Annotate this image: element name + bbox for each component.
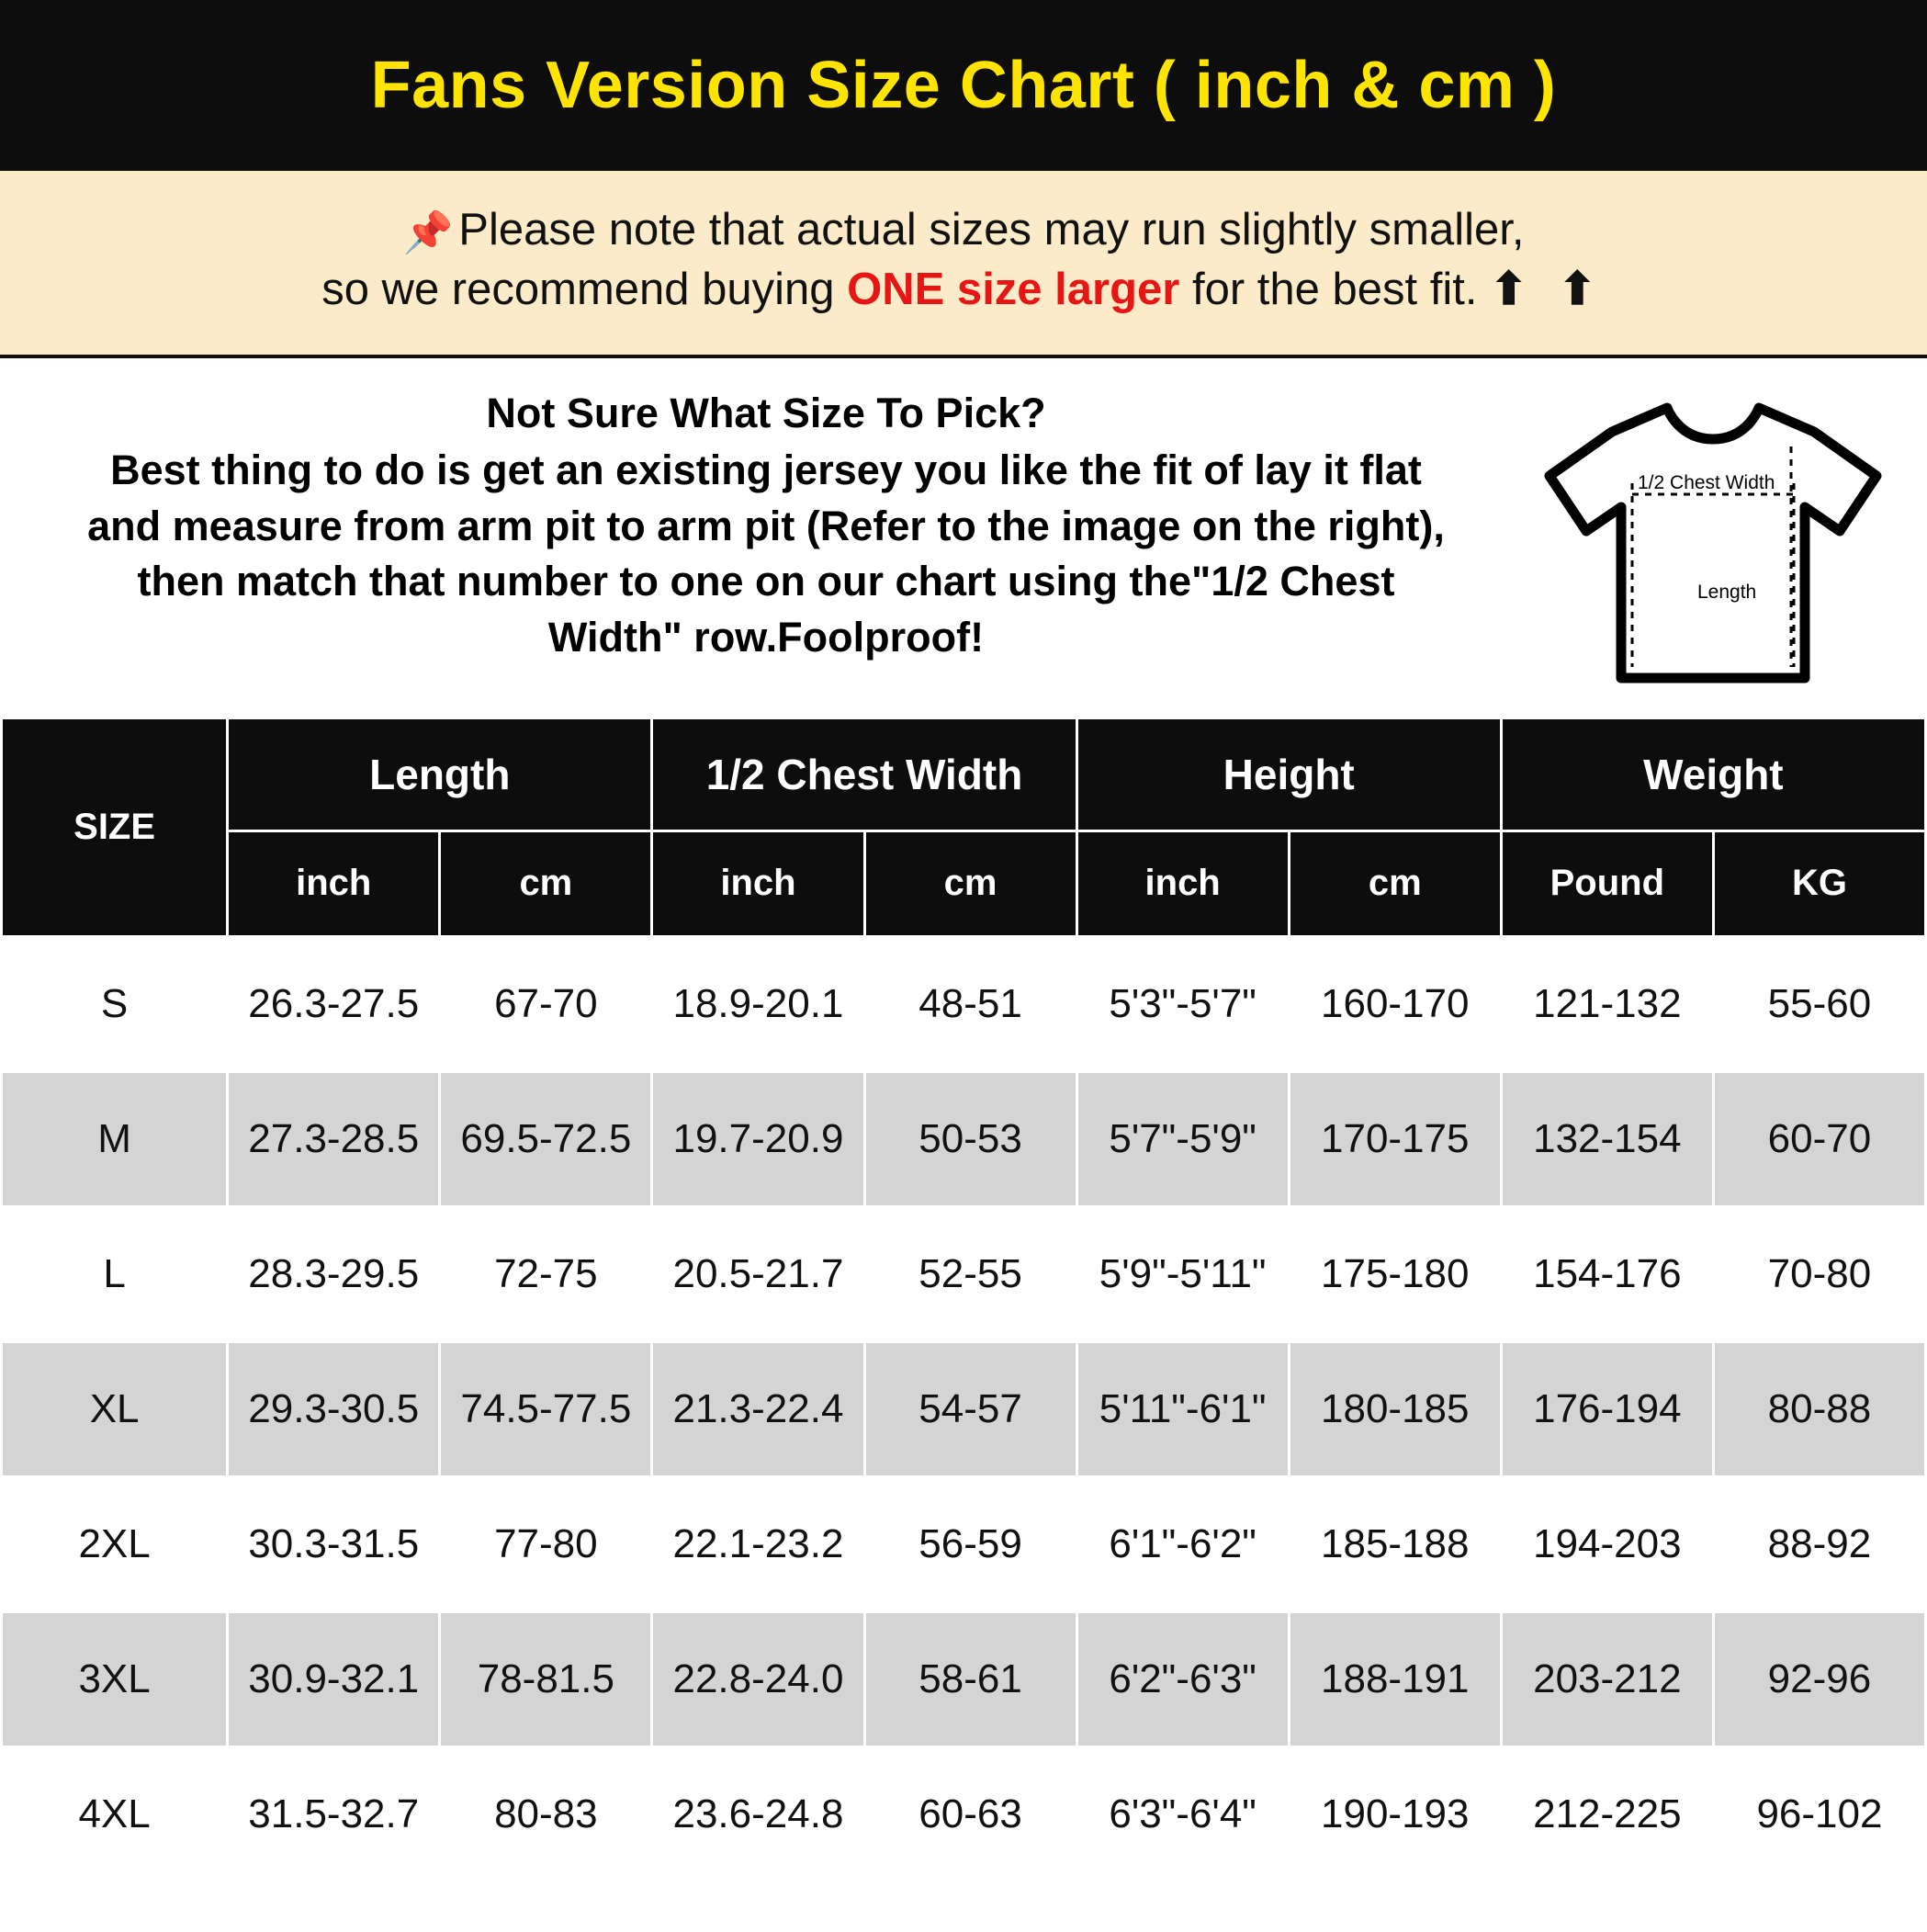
cell-height-cm: 190-193 xyxy=(1289,1746,1501,1881)
header-unit-chest-inch: inch xyxy=(652,830,864,936)
cell-length-inch: 31.5-32.7 xyxy=(228,1746,440,1881)
cell-height-inch: 5'11"-6'1" xyxy=(1076,1341,1289,1476)
cell-length-inch: 30.9-32.1 xyxy=(228,1611,440,1746)
cell-height-inch: 5'7"-5'9" xyxy=(1076,1071,1289,1206)
arrow-up-icon: ⬆ ⬆ xyxy=(1490,265,1606,315)
cell-height-inch: 6'1"-6'2" xyxy=(1076,1476,1289,1611)
table-row xyxy=(2,1206,1926,1341)
cell-length-inch: 27.3-28.5 xyxy=(228,1071,440,1206)
size-chart-table xyxy=(0,717,1927,1883)
cell-weight-kg: 96-102 xyxy=(1713,1746,1925,1881)
cell-height-cm: 185-188 xyxy=(1289,1476,1501,1611)
table-row xyxy=(2,1746,1926,1881)
advice-line-3: then match that number to one on our chart using the"1/2 Chest xyxy=(137,558,1395,605)
cell-weight-pound: 176-194 xyxy=(1501,1341,1713,1476)
header-size: SIZE xyxy=(2,717,228,936)
header-unit-length-inch: inch xyxy=(228,830,440,936)
cell-height-inch: 5'3"-5'7" xyxy=(1076,936,1289,1071)
cell-chest-cm: 56-59 xyxy=(864,1476,1076,1611)
cell-chest-cm: 52-55 xyxy=(864,1206,1076,1341)
advice-text-block xyxy=(17,382,1516,666)
cell-size: S xyxy=(2,936,228,1071)
table-row xyxy=(2,1476,1926,1611)
cell-size: L xyxy=(2,1206,228,1341)
note-highlight: ONE size larger xyxy=(847,265,1180,315)
note-text-2b: for the best fit. xyxy=(1179,265,1491,315)
cell-size: 3XL xyxy=(2,1611,228,1746)
cell-size: 2XL xyxy=(2,1476,228,1611)
cell-height-inch: 6'3"-6'4" xyxy=(1076,1746,1289,1881)
cell-weight-kg: 55-60 xyxy=(1713,936,1925,1071)
table-body xyxy=(2,936,1926,1881)
cell-height-cm: 175-180 xyxy=(1289,1206,1501,1341)
cell-chest-inch: 20.5-21.7 xyxy=(652,1206,864,1341)
cell-length-cm: 72-75 xyxy=(440,1206,652,1341)
cell-length-inch: 26.3-27.5 xyxy=(228,936,440,1071)
cell-length-inch: 29.3-30.5 xyxy=(228,1341,440,1476)
cell-weight-kg: 70-80 xyxy=(1713,1206,1925,1341)
cell-weight-pound: 212-225 xyxy=(1501,1746,1713,1881)
table-row xyxy=(2,1341,1926,1476)
cell-height-cm: 170-175 xyxy=(1289,1071,1501,1206)
cell-chest-cm: 58-61 xyxy=(864,1611,1076,1746)
header-unit-length-cm: cm xyxy=(440,830,652,936)
cell-chest-cm: 60-63 xyxy=(864,1746,1076,1881)
header-group-length: Length xyxy=(228,717,652,830)
cell-height-cm: 180-185 xyxy=(1289,1341,1501,1476)
cell-weight-pound: 132-154 xyxy=(1501,1071,1713,1206)
table-row xyxy=(2,1611,1926,1746)
note-text-1: Please note that actual sizes may run slightly smaller, xyxy=(458,205,1525,254)
header-unit-weight-kg: KG xyxy=(1713,830,1925,936)
cell-weight-pound: 154-176 xyxy=(1501,1206,1713,1341)
cell-weight-kg: 80-88 xyxy=(1713,1341,1925,1476)
cell-chest-cm: 54-57 xyxy=(864,1341,1076,1476)
cell-chest-inch: 18.9-20.1 xyxy=(652,936,864,1071)
tshirt-icon xyxy=(1529,391,1897,695)
cell-weight-pound: 194-203 xyxy=(1501,1476,1713,1611)
chart-header xyxy=(0,0,1927,171)
cell-chest-inch: 21.3-22.4 xyxy=(652,1341,864,1476)
header-group-weight: Weight xyxy=(1501,717,1925,830)
cell-weight-pound: 121-132 xyxy=(1501,936,1713,1071)
cell-size: M xyxy=(2,1071,228,1206)
cell-length-cm: 67-70 xyxy=(440,936,652,1071)
cell-chest-inch: 23.6-24.8 xyxy=(652,1746,864,1881)
advice-line-1: Best thing to do is get an existing jersey you like the fit of lay it flat xyxy=(110,446,1422,493)
header-unit-chest-cm: cm xyxy=(864,830,1076,936)
page-title: Fans Version Size Chart ( inch & cm ) xyxy=(370,49,1557,122)
cell-chest-cm: 48-51 xyxy=(864,936,1076,1071)
cell-weight-kg: 60-70 xyxy=(1713,1071,1925,1206)
cell-height-inch: 6'2"-6'3" xyxy=(1076,1611,1289,1746)
size-note-band xyxy=(0,171,1927,358)
note-line-1 xyxy=(37,200,1890,260)
unit-header-row xyxy=(2,830,1926,936)
cell-height-inch: 5'9"-5'11" xyxy=(1076,1206,1289,1341)
cell-weight-kg: 92-96 xyxy=(1713,1611,1925,1746)
chest-width-label: 1/2 Chest Width xyxy=(1638,471,1775,493)
header-unit-height-cm: cm xyxy=(1289,830,1501,936)
header-unit-height-inch: inch xyxy=(1076,830,1289,936)
tshirt-diagram xyxy=(1516,382,1910,695)
advice-section xyxy=(0,358,1927,717)
cell-weight-kg: 88-92 xyxy=(1713,1476,1925,1611)
cell-weight-pound: 203-212 xyxy=(1501,1611,1713,1746)
table-row xyxy=(2,936,1926,1071)
length-label: Length xyxy=(1697,581,1757,603)
cell-chest-inch: 22.1-23.2 xyxy=(652,1476,864,1611)
cell-chest-cm: 50-53 xyxy=(864,1071,1076,1206)
table-header xyxy=(2,717,1926,936)
cell-length-cm: 77-80 xyxy=(440,1476,652,1611)
cell-length-inch: 30.3-31.5 xyxy=(228,1476,440,1611)
advice-line-4: Width" row.Foolproof! xyxy=(547,614,985,661)
cell-length-inch: 28.3-29.5 xyxy=(228,1206,440,1341)
header-group-height: Height xyxy=(1076,717,1501,830)
note-text-2a: so we recommend buying xyxy=(321,265,848,315)
cell-length-cm: 80-83 xyxy=(440,1746,652,1881)
cell-size: 4XL xyxy=(2,1746,228,1881)
advice-heading: Not Sure What Size To Pick? xyxy=(486,389,1046,436)
group-header-row xyxy=(2,717,1926,830)
advice-line-2: and measure from arm pit to arm pit (Refer to the image on the right), xyxy=(87,502,1445,549)
cell-length-cm: 74.5-77.5 xyxy=(440,1341,652,1476)
cell-length-cm: 69.5-72.5 xyxy=(440,1071,652,1206)
cell-height-cm: 188-191 xyxy=(1289,1611,1501,1746)
cell-height-cm: 160-170 xyxy=(1289,936,1501,1071)
header-group-chest-width: 1/2 Chest Width xyxy=(652,717,1076,830)
note-line-2 xyxy=(37,260,1890,320)
pushpin-icon: 📌 xyxy=(402,210,454,255)
header-unit-weight-pound: Pound xyxy=(1501,830,1713,936)
cell-size: XL xyxy=(2,1341,228,1476)
cell-chest-inch: 22.8-24.0 xyxy=(652,1611,864,1746)
table-row xyxy=(2,1071,1926,1206)
cell-length-cm: 78-81.5 xyxy=(440,1611,652,1746)
cell-chest-inch: 19.7-20.9 xyxy=(652,1071,864,1206)
